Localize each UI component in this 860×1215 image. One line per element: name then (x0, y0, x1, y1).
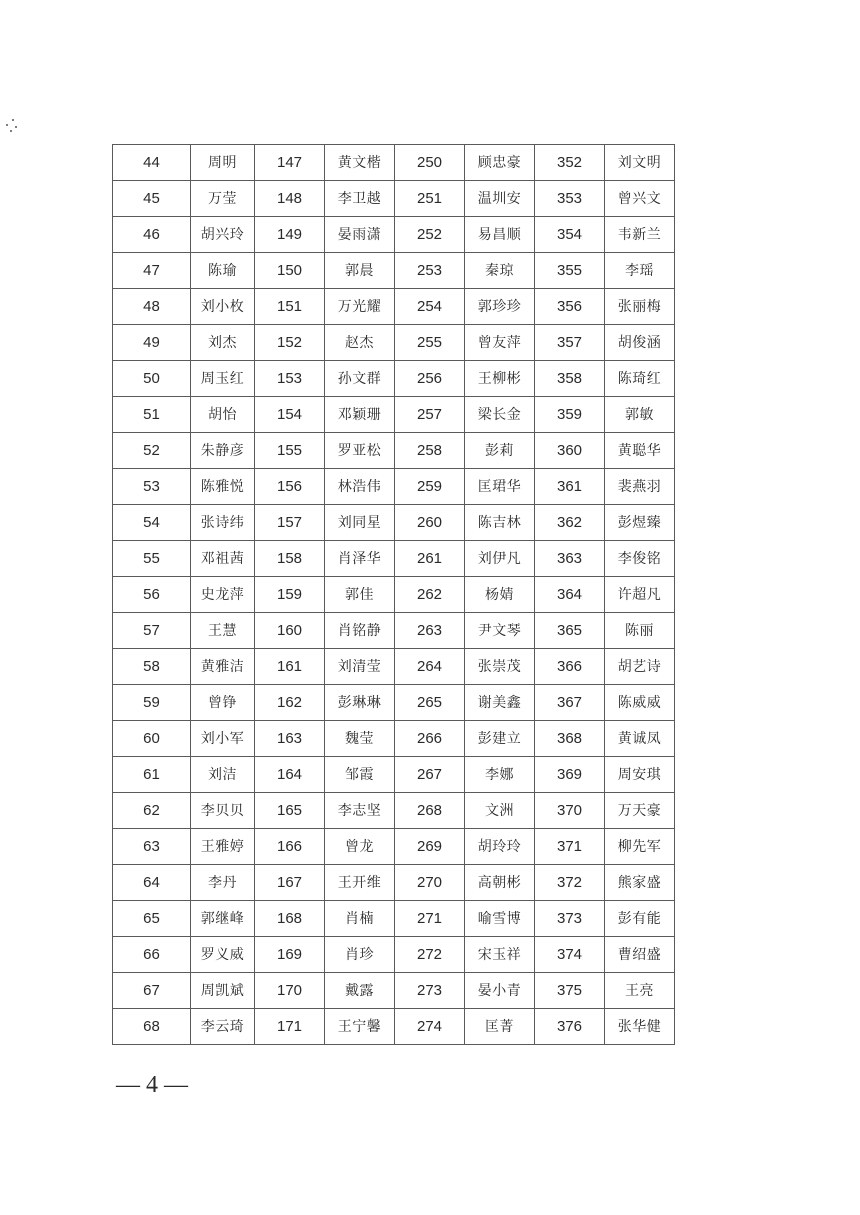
scan-speck-marks (4, 116, 20, 136)
entry-number: 158 (255, 541, 325, 577)
entry-name: 郭佳 (325, 577, 395, 613)
entry-number: 360 (535, 433, 605, 469)
entry-number: 168 (255, 901, 325, 937)
entry-number: 356 (535, 289, 605, 325)
entry-number: 260 (395, 505, 465, 541)
entry-number: 166 (255, 829, 325, 865)
entry-name: 肖铭静 (325, 613, 395, 649)
table-row (113, 469, 675, 505)
entry-name: 张华健 (605, 1009, 675, 1045)
entry-number: 150 (255, 253, 325, 289)
entry-name: 黄文楷 (325, 145, 395, 181)
entry-number: 62 (113, 793, 191, 829)
entry-number: 256 (395, 361, 465, 397)
entry-name: 赵杰 (325, 325, 395, 361)
entry-name: 胡艺诗 (605, 649, 675, 685)
entry-name: 林浩伟 (325, 469, 395, 505)
entry-name: 陈琦红 (605, 361, 675, 397)
entry-name: 刘文明 (605, 145, 675, 181)
entry-name: 彭琳琳 (325, 685, 395, 721)
entry-number: 161 (255, 649, 325, 685)
entry-number: 268 (395, 793, 465, 829)
entry-number: 363 (535, 541, 605, 577)
entry-name: 彭煜臻 (605, 505, 675, 541)
entry-number: 48 (113, 289, 191, 325)
entry-number: 361 (535, 469, 605, 505)
entry-number: 352 (535, 145, 605, 181)
entry-name: 郭敏 (605, 397, 675, 433)
entry-number: 56 (113, 577, 191, 613)
entry-number: 60 (113, 721, 191, 757)
entry-name: 黄诚凤 (605, 721, 675, 757)
table-row (113, 541, 675, 577)
entry-number: 66 (113, 937, 191, 973)
entry-number: 49 (113, 325, 191, 361)
entry-name: 尹文琴 (465, 613, 535, 649)
entry-number: 364 (535, 577, 605, 613)
entry-name: 邹霞 (325, 757, 395, 793)
entry-number: 373 (535, 901, 605, 937)
entry-name: 胡怡 (191, 397, 255, 433)
entry-name: 刘伊凡 (465, 541, 535, 577)
entry-name: 文洲 (465, 793, 535, 829)
entry-name: 李卫越 (325, 181, 395, 217)
entry-name: 胡玲玲 (465, 829, 535, 865)
entry-name: 曾兴文 (605, 181, 675, 217)
entry-name: 张崇茂 (465, 649, 535, 685)
entry-number: 355 (535, 253, 605, 289)
entry-number: 163 (255, 721, 325, 757)
entry-number: 353 (535, 181, 605, 217)
entry-name: 李娜 (465, 757, 535, 793)
entry-name: 陈丽 (605, 613, 675, 649)
entry-name: 胡兴玲 (191, 217, 255, 253)
entry-number: 365 (535, 613, 605, 649)
entry-number: 250 (395, 145, 465, 181)
entry-number: 67 (113, 973, 191, 1009)
table-row (113, 181, 675, 217)
entry-number: 267 (395, 757, 465, 793)
entry-number: 51 (113, 397, 191, 433)
entry-number: 45 (113, 181, 191, 217)
entry-name: 李云琦 (191, 1009, 255, 1045)
entry-number: 264 (395, 649, 465, 685)
entry-name: 曾铮 (191, 685, 255, 721)
table-row (113, 613, 675, 649)
entry-name: 胡俊涵 (605, 325, 675, 361)
entry-name: 曹绍盛 (605, 937, 675, 973)
entry-name: 彭莉 (465, 433, 535, 469)
table-row (113, 505, 675, 541)
entry-number: 54 (113, 505, 191, 541)
entry-number: 156 (255, 469, 325, 505)
entry-number: 368 (535, 721, 605, 757)
entry-number: 155 (255, 433, 325, 469)
entry-number: 371 (535, 829, 605, 865)
entry-number: 171 (255, 1009, 325, 1045)
entry-name: 高朝彬 (465, 865, 535, 901)
entry-name: 郭继峰 (191, 901, 255, 937)
entry-number: 263 (395, 613, 465, 649)
entry-name: 张丽梅 (605, 289, 675, 325)
entry-number: 152 (255, 325, 325, 361)
entry-name: 周明 (191, 145, 255, 181)
name-list-body (113, 145, 675, 1045)
entry-name: 易昌顺 (465, 217, 535, 253)
entry-number: 162 (255, 685, 325, 721)
entry-number: 55 (113, 541, 191, 577)
entry-name: 彭有能 (605, 901, 675, 937)
table-row (113, 145, 675, 181)
entry-number: 257 (395, 397, 465, 433)
entry-name: 黄雅洁 (191, 649, 255, 685)
entry-name: 周安琪 (605, 757, 675, 793)
entry-number: 370 (535, 793, 605, 829)
table-row (113, 793, 675, 829)
entry-name: 刘洁 (191, 757, 255, 793)
entry-name: 陈瑜 (191, 253, 255, 289)
table-row (113, 937, 675, 973)
entry-name: 曾龙 (325, 829, 395, 865)
entry-number: 273 (395, 973, 465, 1009)
entry-number: 169 (255, 937, 325, 973)
table-row (113, 253, 675, 289)
entry-number: 372 (535, 865, 605, 901)
entry-number: 159 (255, 577, 325, 613)
entry-name: 郭珍珍 (465, 289, 535, 325)
entry-name: 王慧 (191, 613, 255, 649)
entry-name: 王宁馨 (325, 1009, 395, 1045)
entry-name: 万莹 (191, 181, 255, 217)
entry-name: 温圳安 (465, 181, 535, 217)
entry-number: 362 (535, 505, 605, 541)
entry-number: 160 (255, 613, 325, 649)
entry-number: 359 (535, 397, 605, 433)
entry-number: 262 (395, 577, 465, 613)
entry-name: 熊家盛 (605, 865, 675, 901)
entry-number: 269 (395, 829, 465, 865)
entry-name: 陈威威 (605, 685, 675, 721)
entry-name: 王亮 (605, 973, 675, 1009)
entry-number: 354 (535, 217, 605, 253)
entry-name: 刘杰 (191, 325, 255, 361)
entry-name: 裴燕羽 (605, 469, 675, 505)
entry-number: 251 (395, 181, 465, 217)
table-row (113, 433, 675, 469)
entry-number: 44 (113, 145, 191, 181)
entry-name: 史龙萍 (191, 577, 255, 613)
entry-name: 杨婧 (465, 577, 535, 613)
entry-name: 晏雨潇 (325, 217, 395, 253)
entry-name: 王开维 (325, 865, 395, 901)
entry-name: 罗义威 (191, 937, 255, 973)
entry-name: 王柳彬 (465, 361, 535, 397)
entry-name: 秦琼 (465, 253, 535, 289)
entry-number: 271 (395, 901, 465, 937)
entry-name: 肖泽华 (325, 541, 395, 577)
table-row (113, 289, 675, 325)
entry-number: 148 (255, 181, 325, 217)
entry-name: 罗亚松 (325, 433, 395, 469)
table-row (113, 685, 675, 721)
entry-number: 147 (255, 145, 325, 181)
entry-number: 63 (113, 829, 191, 865)
entry-name: 陈吉林 (465, 505, 535, 541)
entry-name: 宋玉祥 (465, 937, 535, 973)
entry-number: 254 (395, 289, 465, 325)
entry-name: 郭晨 (325, 253, 395, 289)
entry-number: 61 (113, 757, 191, 793)
entry-name: 邓颖珊 (325, 397, 395, 433)
table-row (113, 721, 675, 757)
entry-name: 邓祖茜 (191, 541, 255, 577)
table-row (113, 757, 675, 793)
entry-name: 彭建立 (465, 721, 535, 757)
entry-name: 喻雪博 (465, 901, 535, 937)
entry-number: 58 (113, 649, 191, 685)
entry-name: 匡菁 (465, 1009, 535, 1045)
page-number: — 4 — (116, 1072, 188, 1098)
entry-name: 刘清莹 (325, 649, 395, 685)
entry-number: 157 (255, 505, 325, 541)
entry-number: 59 (113, 685, 191, 721)
table-row (113, 397, 675, 433)
entry-number: 47 (113, 253, 191, 289)
entry-name: 孙文群 (325, 361, 395, 397)
entry-name: 刘小枚 (191, 289, 255, 325)
entry-name: 黄聪华 (605, 433, 675, 469)
entry-number: 253 (395, 253, 465, 289)
entry-number: 274 (395, 1009, 465, 1045)
entry-number: 164 (255, 757, 325, 793)
entry-name: 谢美鑫 (465, 685, 535, 721)
entry-name: 王雅婷 (191, 829, 255, 865)
entry-number: 258 (395, 433, 465, 469)
entry-number: 57 (113, 613, 191, 649)
table-row (113, 649, 675, 685)
entry-name: 匡珺华 (465, 469, 535, 505)
entry-name: 刘小军 (191, 721, 255, 757)
entry-name: 万光耀 (325, 289, 395, 325)
entry-name: 曾友萍 (465, 325, 535, 361)
entry-name: 韦新兰 (605, 217, 675, 253)
table-row (113, 829, 675, 865)
entry-name: 朱静彦 (191, 433, 255, 469)
entry-number: 367 (535, 685, 605, 721)
entry-number: 255 (395, 325, 465, 361)
entry-number: 50 (113, 361, 191, 397)
entry-number: 165 (255, 793, 325, 829)
entry-number: 167 (255, 865, 325, 901)
table-row (113, 217, 675, 253)
entry-number: 53 (113, 469, 191, 505)
entry-name: 李俊铭 (605, 541, 675, 577)
entry-number: 374 (535, 937, 605, 973)
entry-number: 366 (535, 649, 605, 685)
entry-name: 李瑶 (605, 253, 675, 289)
entry-number: 46 (113, 217, 191, 253)
entry-name: 李志坚 (325, 793, 395, 829)
entry-number: 170 (255, 973, 325, 1009)
entry-number: 252 (395, 217, 465, 253)
entry-name: 周凯斌 (191, 973, 255, 1009)
entry-number: 259 (395, 469, 465, 505)
table-row (113, 973, 675, 1009)
entry-name: 张诗纬 (191, 505, 255, 541)
entry-number: 154 (255, 397, 325, 433)
table-row (113, 361, 675, 397)
entry-number: 68 (113, 1009, 191, 1045)
entry-number: 153 (255, 361, 325, 397)
entry-name: 顾忠豪 (465, 145, 535, 181)
entry-name: 许超凡 (605, 577, 675, 613)
table-row (113, 325, 675, 361)
entry-name: 李丹 (191, 865, 255, 901)
table-row (113, 901, 675, 937)
entry-name: 李贝贝 (191, 793, 255, 829)
entry-number: 261 (395, 541, 465, 577)
entry-number: 52 (113, 433, 191, 469)
entry-number: 64 (113, 865, 191, 901)
entry-number: 65 (113, 901, 191, 937)
entry-number: 151 (255, 289, 325, 325)
entry-number: 270 (395, 865, 465, 901)
table-row (113, 577, 675, 613)
entry-name: 刘同星 (325, 505, 395, 541)
entry-number: 375 (535, 973, 605, 1009)
entry-number: 149 (255, 217, 325, 253)
table-row (113, 1009, 675, 1045)
entry-name: 柳先军 (605, 829, 675, 865)
table-row (113, 865, 675, 901)
entry-number: 265 (395, 685, 465, 721)
entry-name: 魏莹 (325, 721, 395, 757)
entry-number: 358 (535, 361, 605, 397)
entry-number: 369 (535, 757, 605, 793)
entry-name: 梁长金 (465, 397, 535, 433)
entry-name: 肖楠 (325, 901, 395, 937)
entry-number: 266 (395, 721, 465, 757)
entry-name: 晏小青 (465, 973, 535, 1009)
entry-name: 周玉红 (191, 361, 255, 397)
entry-number: 272 (395, 937, 465, 973)
entry-name: 戴露 (325, 973, 395, 1009)
entry-number: 376 (535, 1009, 605, 1045)
entry-number: 357 (535, 325, 605, 361)
entry-name: 万天豪 (605, 793, 675, 829)
entry-name: 陈雅悦 (191, 469, 255, 505)
entry-name: 肖珍 (325, 937, 395, 973)
name-list-table (112, 144, 675, 1045)
